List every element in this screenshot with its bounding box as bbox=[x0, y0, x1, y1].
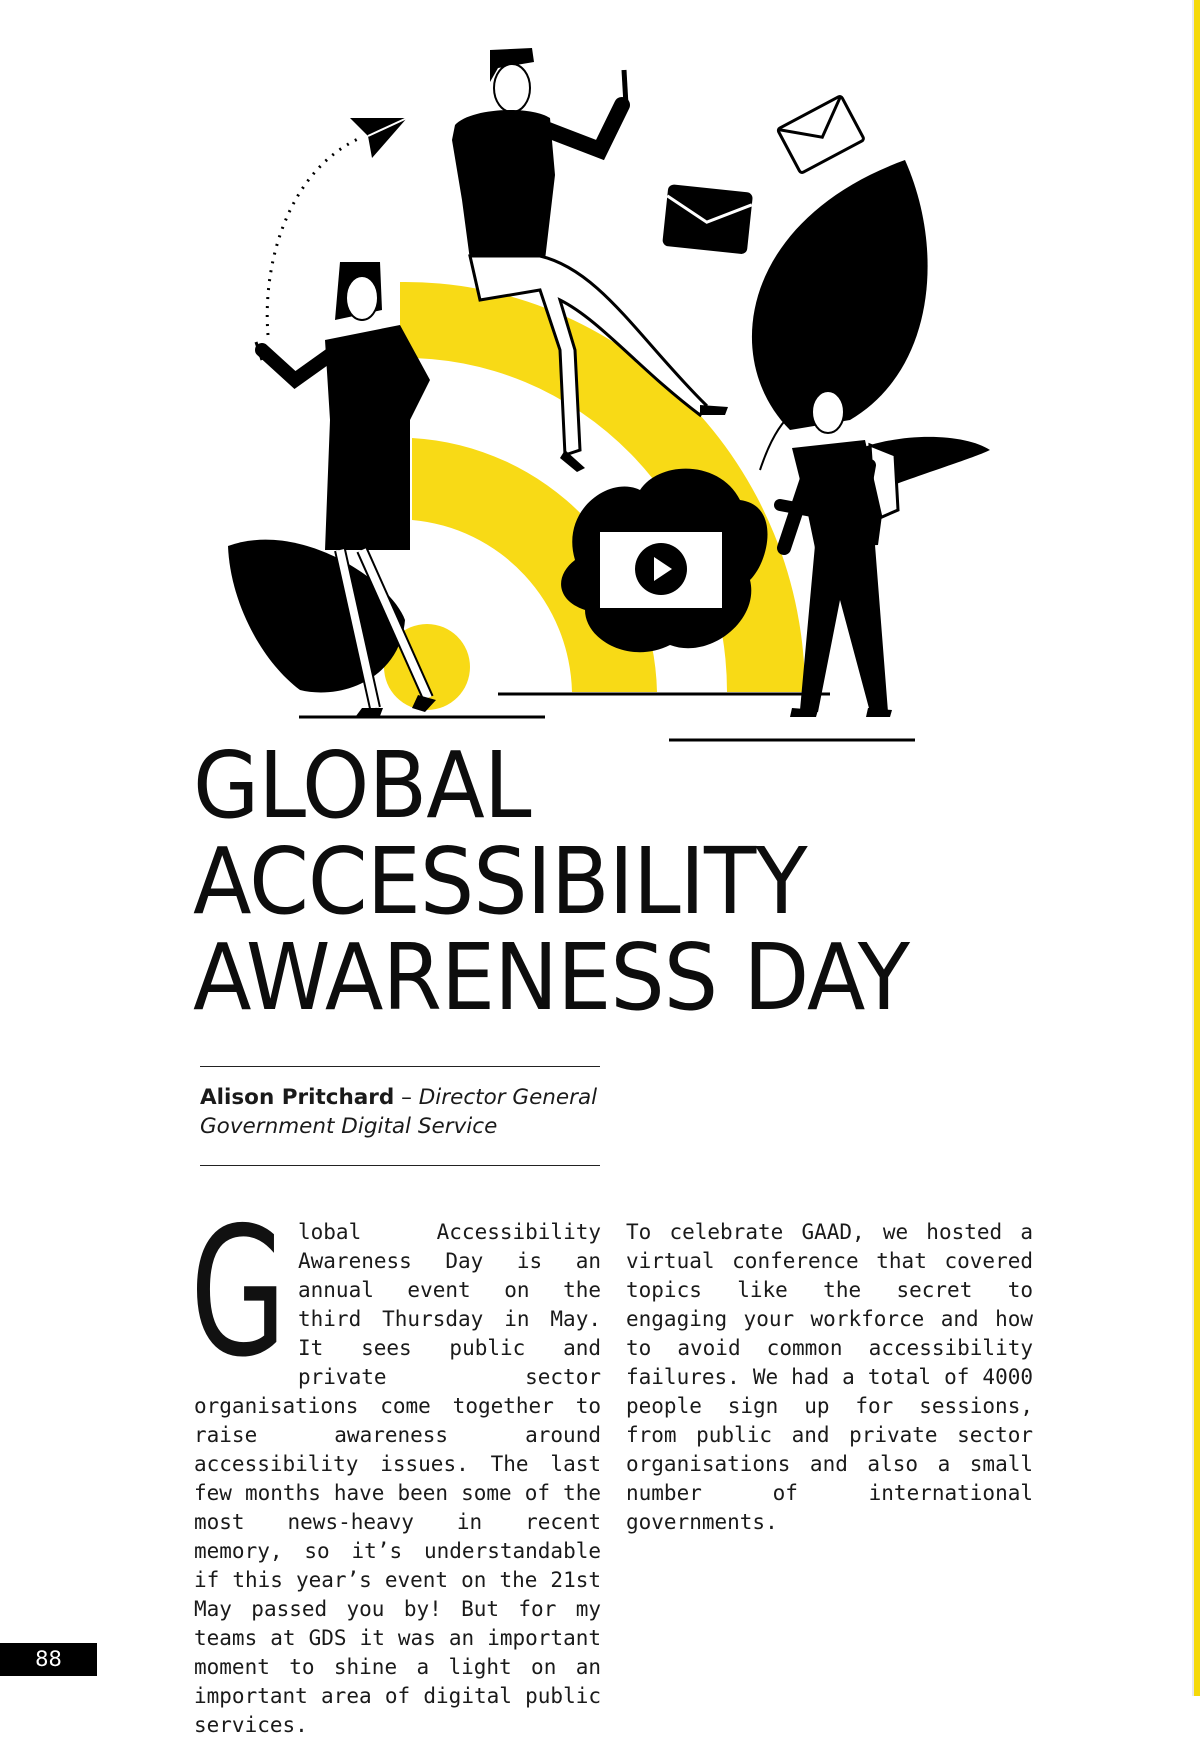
leaf-icon bbox=[228, 540, 405, 693]
article-title bbox=[193, 732, 910, 1031]
author-organisation: Government Digital Service bbox=[200, 1114, 498, 1139]
envelope-outline-icon bbox=[777, 96, 864, 174]
body-column-left bbox=[190, 1189, 601, 1740]
video-play-icon bbox=[561, 469, 767, 653]
byline-separator: – bbox=[394, 1085, 419, 1110]
author-byline bbox=[200, 1083, 620, 1141]
envelope-filled-icon bbox=[662, 184, 753, 255]
author-role: Director General bbox=[418, 1085, 598, 1110]
page-edge-accent bbox=[1194, 0, 1200, 1696]
title-line-3: AWARENESS DAY bbox=[193, 924, 910, 1031]
byline-rule-top bbox=[200, 1066, 600, 1067]
title-line-2: ACCESSIBILITY bbox=[193, 828, 807, 935]
title-line-1: GLOBAL bbox=[193, 732, 531, 839]
page-edge-shadow bbox=[1192, 0, 1194, 1696]
page-number: 88 bbox=[0, 1643, 97, 1676]
drop-cap: G bbox=[190, 1189, 287, 1396]
author-name: Alison Pritchard bbox=[200, 1085, 395, 1110]
byline-rule-bottom bbox=[200, 1165, 600, 1166]
broadcast-arcs bbox=[384, 282, 805, 710]
paper-plane-icon bbox=[350, 118, 407, 158]
hero-illustration bbox=[180, 30, 1020, 750]
body-column-right bbox=[626, 1218, 1033, 1537]
body-paragraph-1: lobal Accessibility Awareness Day is an annual event on the third Thursday in May. It sees public and private sector organisations come together to raise awareness around accessibility issues. The last few months have been some of the most news-heavy in recent memory, so it’s understandable if this year’s event on the 21st May passed you by! But for my teams at GDS it was an important moment to shine a light on an important area of digital public services. bbox=[194, 1220, 601, 1737]
body-paragraph-2: To celebrate GAAD, we hosted a virtual conference that covered topics like the secret to engaging your workforce and how to avoid common accessibility failures. We had a total of 4000 people sign up for sessions, from public and private sector organisations and also a small number of international governments. bbox=[626, 1220, 1033, 1534]
